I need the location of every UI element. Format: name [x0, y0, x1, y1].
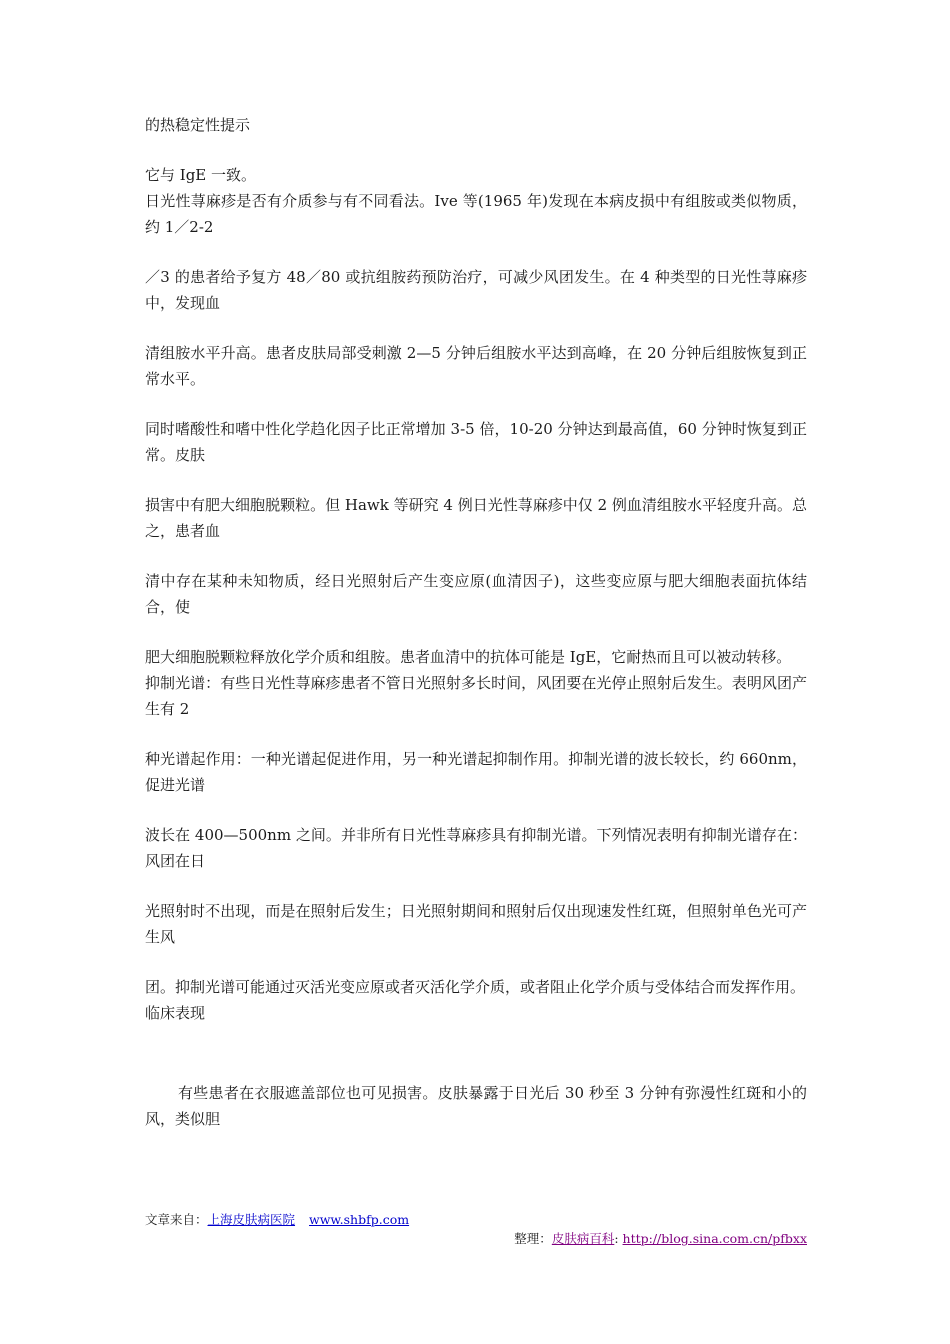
editor-url-link[interactable]: http://blog.sina.com.cn/pfbxx: [622, 1231, 807, 1246]
footer-source: [145, 1212, 409, 1228]
paragraph: 清中存在某种未知物质，经日光照射后产生变应原(血清因子)，这些变应原与肥大细胞表面抗体结合，使: [145, 572, 807, 616]
editor-blog-link[interactable]: 皮肤病百科: [551, 1231, 615, 1246]
paragraph: 同时嗜酸性和嗜中性化学趋化因子比正常增加 3-5 倍，10-20 分钟达到最高值，60 分钟时恢复到正常。皮肤: [145, 420, 807, 464]
paragraph: 损害中有肥大细胞脱颗粒。但 Hawk 等研究 4 例日光性荨麻疹中仅 2 例血清组胺水平轻度升高。总之，患者血: [145, 496, 807, 540]
paragraph: ／3 的患者给予复方 48／80 或抗组胺药预防治疗，可减少风团发生。在 4 种类型的日光性荨麻疹中，发现血: [145, 268, 807, 312]
footer-editor: [514, 1231, 807, 1247]
source-url-link[interactable]: www.shbfp.com: [309, 1212, 410, 1227]
editor-separator: :: [614, 1231, 619, 1246]
article-body: [145, 112, 807, 1132]
paragraph: 肥大细胞脱颗粒释放化学介质和组胺。患者血清中的抗体可能是 IgE，它耐热而且可以被动转移。: [145, 648, 792, 666]
editor-label: 整理：: [514, 1231, 552, 1246]
paragraph: 清组胺水平升高。患者皮肤局部受刺激 2—5 分钟后组胺水平达到高峰，在 20 分钟后组胺恢复到正常水平。: [145, 344, 807, 388]
section-heading: 临床表现: [145, 1004, 206, 1022]
paragraph: 团。抑制光谱可能通过灭活光变应原或者灭活化学介质，或者阻止化学介质与受体结合而发挥作用。: [145, 978, 806, 996]
paragraph: 有些患者在衣服遮盖部位也可见损害。皮肤暴露于日光后 30 秒至 3 分钟有弥漫性红斑和小的风，类似胆: [145, 1084, 807, 1128]
source-hospital-link[interactable]: 上海皮肤病医院: [207, 1212, 296, 1227]
paragraph: 抑制光谱：有些日光性荨麻疹患者不管日光照射多长时间，风团要在光停止照射后发生。表明风团产生有 2: [145, 674, 807, 718]
paragraph: 它与 IgE 一致。: [145, 166, 257, 184]
source-label: 文章来自：: [145, 1212, 208, 1227]
paragraph: 种光谱起作用：一种光谱起促进作用，另一种光谱起抑制作用。抑制光谱的波长较长，约 660nm，促进光谱: [145, 750, 807, 794]
paragraph: 的热稳定性提示: [145, 116, 251, 134]
paragraph: 波长在 400—500nm 之间。并非所有日光性荨麻疹具有抑制光谱。下列情况表明有抑制光谱存在：风团在日: [145, 826, 807, 870]
paragraph: 日光性荨麻疹是否有介质参与有不同看法。Ive 等(1965 年)发现在本病皮损中有组胺或类似物质，约 1／2-2: [145, 192, 807, 236]
paragraph: 光照射时不出现，而是在照射后发生；日光照射期间和照射后仅出现速发性红斑，但照射单色光可产生风: [145, 902, 807, 946]
